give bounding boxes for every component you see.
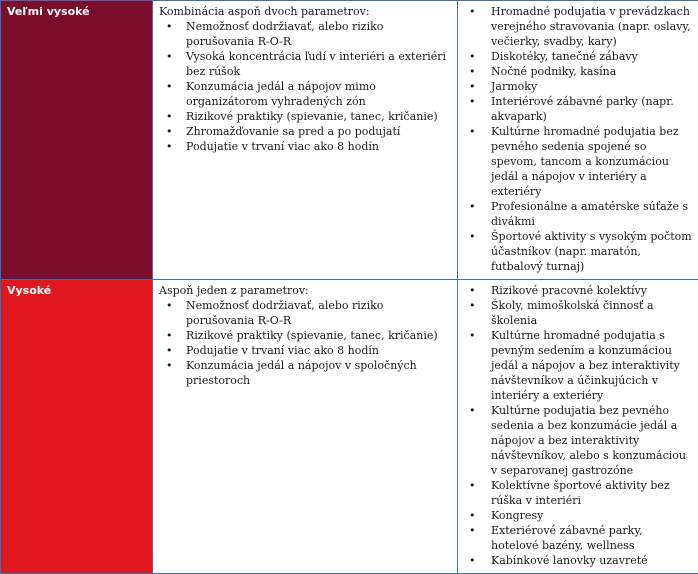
example-item: • Športové aktivity s vysokým počtom účastníkov (napr. maratón, futbalový turnaj) — [491, 229, 693, 274]
risk-examples-cell — [458, 1, 698, 280]
example-item: • Kabínkové lanovky uzavreté — [491, 553, 693, 568]
criteria-item: • Podujatie v trvaní viac ako 8 hodín — [186, 343, 452, 358]
example-item: • Diskotéky, tanečné zábavy — [491, 49, 693, 64]
criteria-item: • Nemožnosť dodržiavať, alebo riziko porušovania R-O-R — [186, 298, 452, 328]
risk-row-high — [1, 280, 698, 574]
examples-list — [464, 4, 693, 274]
risk-level-label: Vysoké — [1, 280, 153, 574]
example-item: • Kolektívne športové aktivity bez rúška v interiéri — [491, 478, 693, 508]
risk-criteria-cell — [153, 280, 458, 574]
criteria-list — [159, 298, 452, 388]
risk-criteria-cell — [153, 1, 458, 280]
criteria-item: • Zhromažďovanie sa pred a po podujatí — [186, 124, 452, 139]
criteria-intro: Aspoň jeden z parametrov: — [159, 283, 452, 298]
criteria-item: • Nemožnosť dodržiavať, alebo riziko porušovania R-O-R — [186, 19, 452, 49]
example-item: • Profesionálne a amatérske súťaže s divákmi — [491, 199, 693, 229]
example-item: • Hromadné podujatia v prevádzkach verejného stravovania (napr. oslavy, večierky, svadby, kary) — [491, 4, 693, 49]
examples-list — [464, 283, 693, 568]
criteria-intro: Kombinácia aspoň dvoch parametrov: — [159, 4, 452, 19]
criteria-item: • Konzumácia jedál a nápojov v spoločných priestoroch — [186, 358, 452, 388]
criteria-item: • Rizikové praktiky (spievanie, tanec, kričanie) — [186, 328, 452, 343]
example-item: • Exteriérové zábavné parky, hotelové bazény, wellness — [491, 523, 693, 553]
example-item: • Rizikové pracovné kolektívy — [491, 283, 693, 298]
example-item: • Kultúrne podujatia bez pevného sedenia a bez konzumácie jedál a nápojov a bez interaktivity návštevníkov, alebo s konzumáciou v separovanej gastrozóne — [491, 403, 693, 478]
example-item: • Jarmoky — [491, 79, 693, 94]
criteria-item: • Rizikové praktiky (spievanie, tanec, kričanie) — [186, 109, 452, 124]
example-item: • Nočné podniky, kasína — [491, 64, 693, 79]
example-item: • Kongresy — [491, 508, 693, 523]
risk-row-very-high — [1, 1, 698, 280]
example-item: • Kultúrne hromadné podujatia bez pevného sedenia spojené so spevom, tancom a konzumáciou jedál a nápojov v interiéry a exteriéry — [491, 124, 693, 199]
risk-level-label: Veľmi vysoké — [1, 1, 153, 280]
criteria-list — [159, 19, 452, 154]
risk-examples-cell — [458, 280, 698, 574]
criteria-item: • Konzumácia jedál a nápojov mimo organizátorom vyhradených zón — [186, 79, 452, 109]
criteria-item: • Vysoká koncentrácia ľudí v interiéri a exteriéri bez rúšok — [186, 49, 452, 79]
example-item: • Školy, mimoškolská činnosť a školenia — [491, 298, 693, 328]
criteria-item: • Podujatie v trvaní viac ako 8 hodín — [186, 139, 452, 154]
example-item: • Interiérové zábavné parky (napr. akvapark) — [491, 94, 693, 124]
example-item: • Kultúrne hromadné podujatia s pevným sedením a konzumáciou jedál a nápojov a bez interaktivity návštevníkov a účinkujúcich v interiéry a exteriéry — [491, 328, 693, 403]
